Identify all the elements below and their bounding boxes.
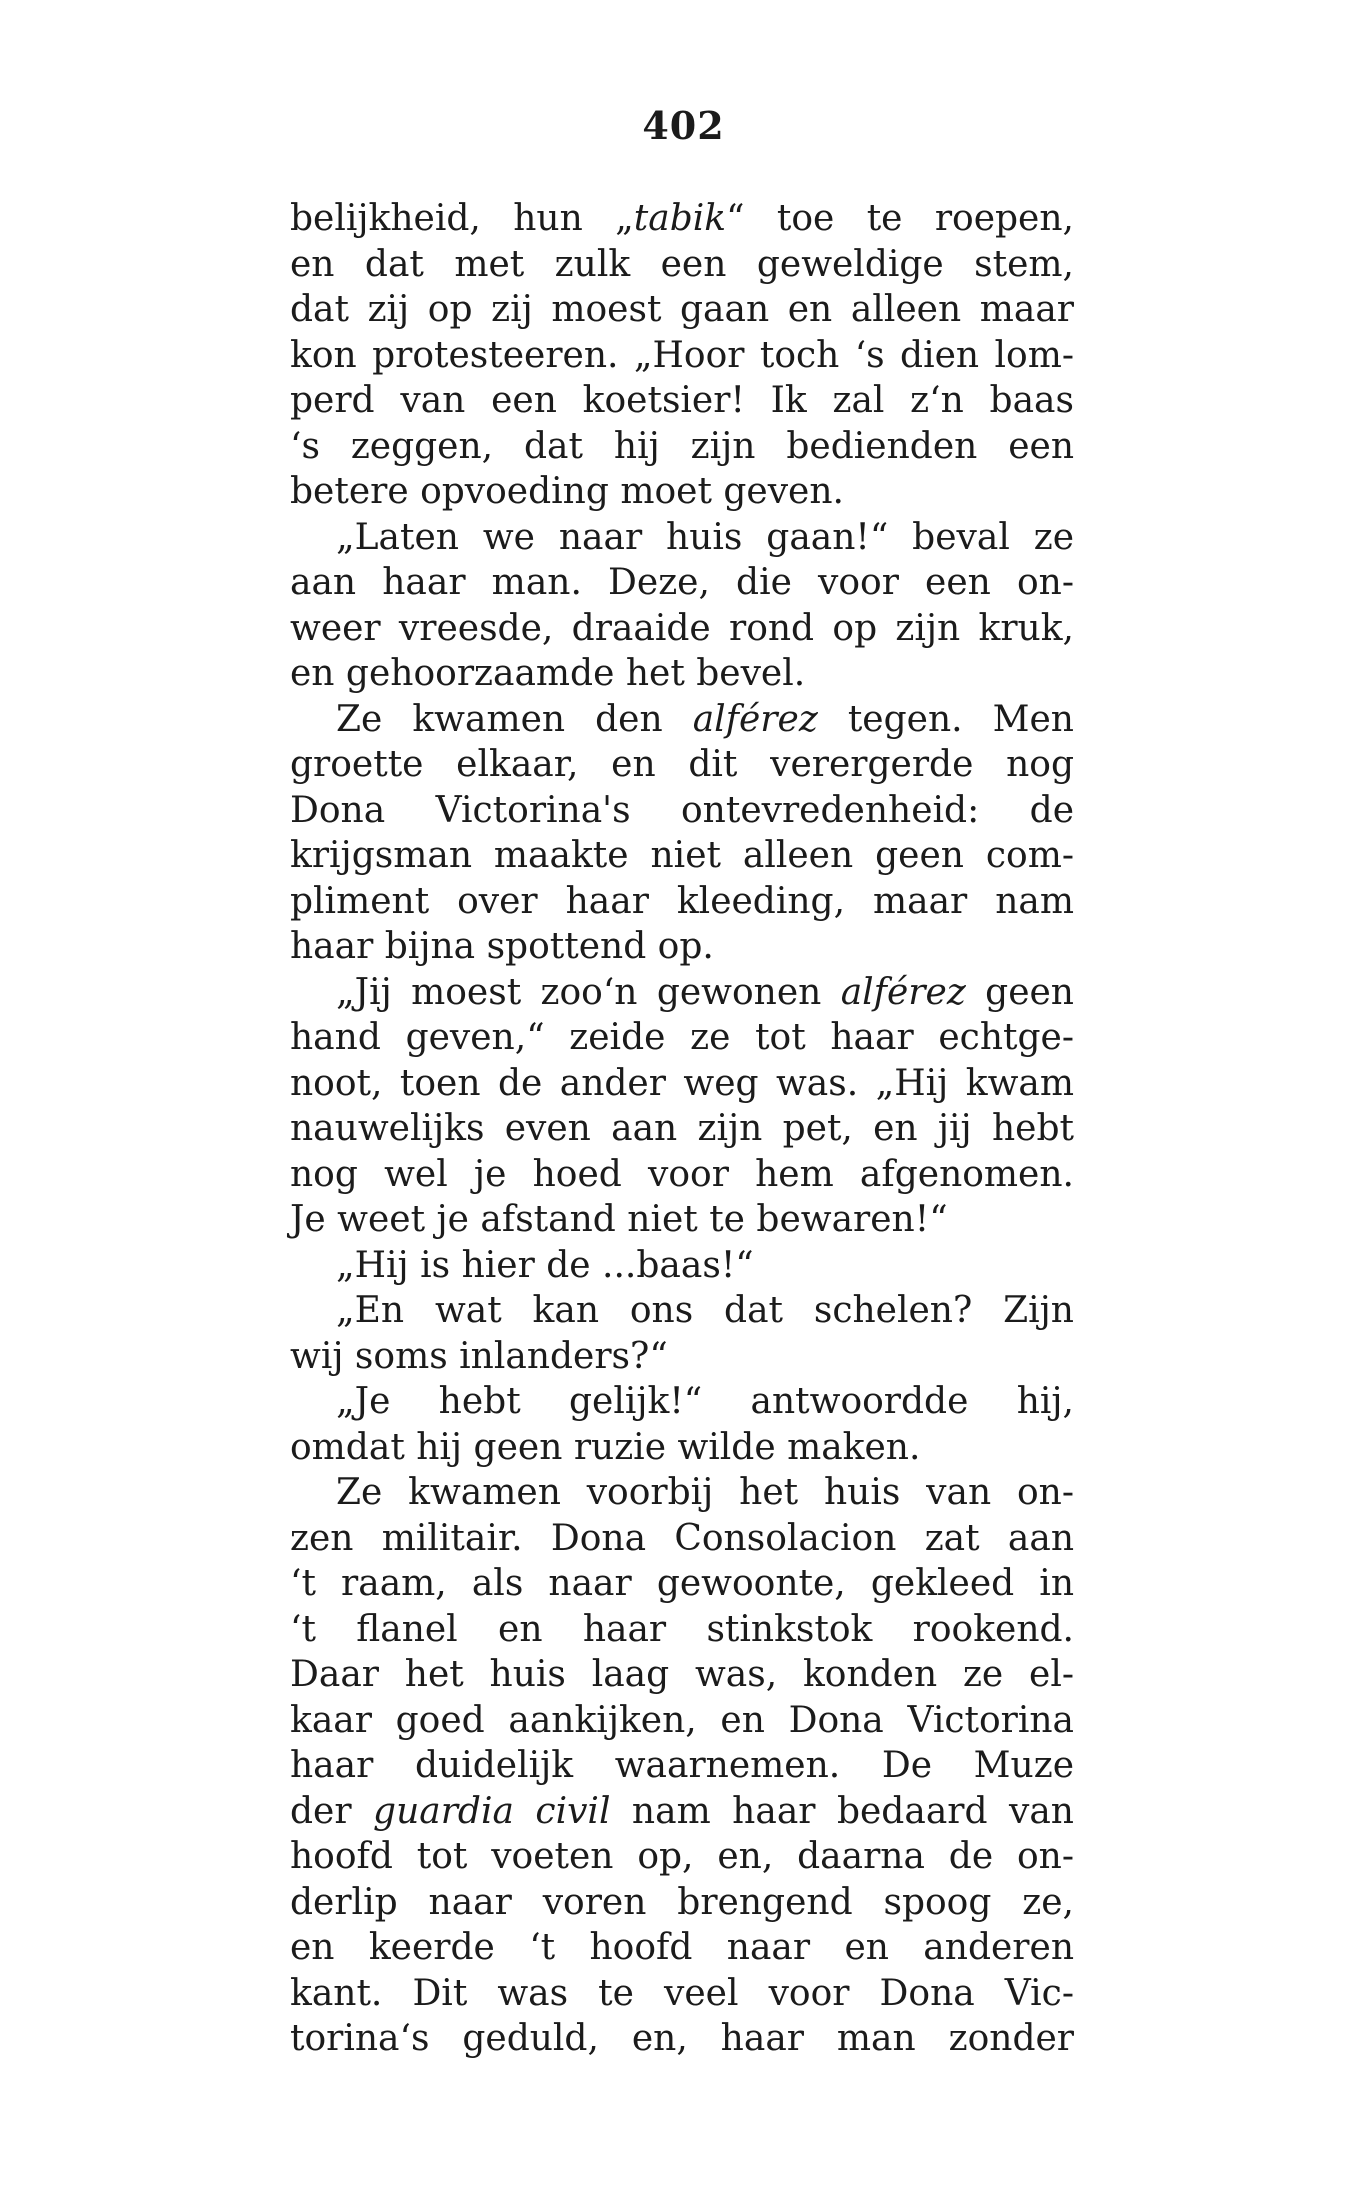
text-segment: „En wat kan ons dat schelen? Zijn xyxy=(336,1290,1074,1331)
text-line xyxy=(290,1834,1074,1880)
text-segment: en dat met zulk een geweldige stem, xyxy=(290,243,1074,285)
text-line xyxy=(290,378,1074,424)
text-segment: ‘s zeggen, dat hij zijn bedienden een xyxy=(290,425,1074,467)
text-segment: ‘t raam, als naar gewoonte, gekleed in xyxy=(290,1563,1074,1604)
text-line xyxy=(290,1516,1074,1562)
text-line xyxy=(290,1925,1074,1971)
text-segment: betere opvoeding moet geven. xyxy=(290,471,844,512)
text-line xyxy=(290,1288,1074,1334)
text-line xyxy=(290,560,1074,606)
text-line xyxy=(290,651,1074,697)
text-segment: Ze kwamen voorbij het huis van on- xyxy=(336,1472,1074,1513)
text-segment: pliment over haar kleeding, maar nam xyxy=(290,880,1074,922)
text-segment: „Je hebt gelijk!“ antwoordde hij, xyxy=(336,1381,1074,1422)
text-line xyxy=(290,1197,1074,1243)
text-segment: kaar goed aankijken, en Dona Victorina xyxy=(290,1699,1074,1741)
page-number: 402 xyxy=(642,103,725,148)
text-line xyxy=(290,1379,1074,1425)
text-line xyxy=(290,924,1074,970)
text-line xyxy=(290,697,1074,743)
text-line xyxy=(290,1243,1074,1289)
text-segment: Je weet je afstand niet te bewaren!“ xyxy=(290,1199,948,1240)
text-line xyxy=(290,1652,1074,1698)
text-segment: perd van een koetsier! Ik zal z‘n baas xyxy=(290,380,1074,421)
text-line xyxy=(290,287,1074,333)
text-segment: „Jij moest zoo‘n gewonen xyxy=(336,971,841,1013)
text-segment: Dona Victorina's ontevredenheid: de xyxy=(290,789,1074,831)
text-line xyxy=(290,333,1074,379)
body-text xyxy=(290,196,1074,2062)
text-line xyxy=(290,1743,1074,1789)
text-segment: Ze kwamen den xyxy=(336,698,693,740)
text-line xyxy=(290,196,1074,242)
text-segment: tegen. Men xyxy=(817,698,1074,740)
text-segment: „Laten we naar huis gaan!“ beval ze xyxy=(336,516,1074,558)
text-line xyxy=(290,1607,1074,1653)
text-line xyxy=(290,1561,1074,1607)
text-line xyxy=(290,879,1074,925)
text-line xyxy=(290,742,1074,788)
text-line xyxy=(290,1698,1074,1744)
text-line xyxy=(290,424,1074,470)
text-line xyxy=(290,606,1074,652)
text-segment: geen xyxy=(965,971,1074,1013)
text-line xyxy=(290,1880,1074,1926)
text-segment: hand geven,“ zeide ze tot haar echtge- xyxy=(290,1017,1074,1058)
text-segment: en gehoorzaamde het bevel. xyxy=(290,653,806,694)
text-line xyxy=(290,1470,1074,1516)
italic-text: tabik xyxy=(633,198,727,239)
text-segment: krijgsman maakte niet alleen geen com- xyxy=(290,835,1074,876)
text-segment: wij soms inlanders?“ xyxy=(290,1335,668,1377)
text-segment: haar duidelijk waarnemen. De Muze xyxy=(290,1745,1074,1786)
text-segment: noot, toen de ander weg was. „Hij kwam xyxy=(290,1062,1074,1104)
text-segment: ‘t flanel en haar stinkstok rookend. xyxy=(290,1608,1074,1650)
text-segment: aan haar man. Deze, die voor een on- xyxy=(290,562,1074,603)
text-line xyxy=(290,1425,1074,1471)
italic-text: alférez xyxy=(840,971,966,1013)
text-segment: haar bijna spottend op. xyxy=(290,926,714,967)
text-line xyxy=(290,788,1074,834)
text-line xyxy=(290,1971,1074,2017)
text-segment: belijkheid, hun „ xyxy=(290,198,634,239)
text-segment: groette elkaar, en dit verergerde nog xyxy=(290,744,1074,785)
text-line xyxy=(290,1334,1074,1380)
text-segment: hoofd tot voeten op, en, daarna de on- xyxy=(290,1836,1074,1877)
text-segment: „Hij is hier de ...baas!“ xyxy=(336,1244,754,1286)
text-line xyxy=(290,515,1074,561)
text-segment: en keerde ‘t hoofd naar en anderen xyxy=(290,1927,1074,1968)
text-segment: omdat hij geen ruzie wilde maken. xyxy=(290,1426,921,1468)
text-line xyxy=(290,1106,1074,1152)
text-line xyxy=(290,2016,1074,2062)
text-segment: dat zij op zij moest gaan en alleen maar xyxy=(290,289,1074,330)
text-segment: nog wel je hoed voor hem afgenomen. xyxy=(290,1153,1074,1195)
text-line xyxy=(290,1789,1074,1835)
text-segment: weer vreesde, draaide rond op zijn kruk, xyxy=(290,607,1074,649)
text-line xyxy=(290,970,1074,1016)
text-segment: Daar het huis laag was, konden ze el- xyxy=(290,1654,1074,1695)
text-segment: torina‘s geduld, en, haar man zonder xyxy=(290,2018,1074,2059)
italic-text: guardia civil xyxy=(373,1790,611,1832)
text-line xyxy=(290,469,1074,515)
text-segment: der xyxy=(290,1790,374,1832)
text-segment: zen militair. Dona Consolacion zat aan xyxy=(290,1517,1074,1559)
text-line xyxy=(290,1061,1074,1107)
text-line xyxy=(290,242,1074,288)
text-segment: nauwelijks even aan zijn pet, en jij hebt xyxy=(290,1108,1074,1149)
text-segment: kant. Dit was te veel voor Dona Vic- xyxy=(290,1972,1074,2014)
text-segment: “ toe te roepen, xyxy=(726,198,1074,239)
italic-text: alférez xyxy=(692,698,818,740)
text-line xyxy=(290,1152,1074,1198)
text-line xyxy=(290,833,1074,879)
text-segment: nam haar bedaard van xyxy=(610,1790,1074,1832)
text-line xyxy=(290,1015,1074,1061)
text-segment: derlip naar voren brengend spoog ze, xyxy=(290,1881,1074,1923)
text-segment: kon protesteeren. „Hoor toch ‘s dien lom- xyxy=(290,334,1074,376)
